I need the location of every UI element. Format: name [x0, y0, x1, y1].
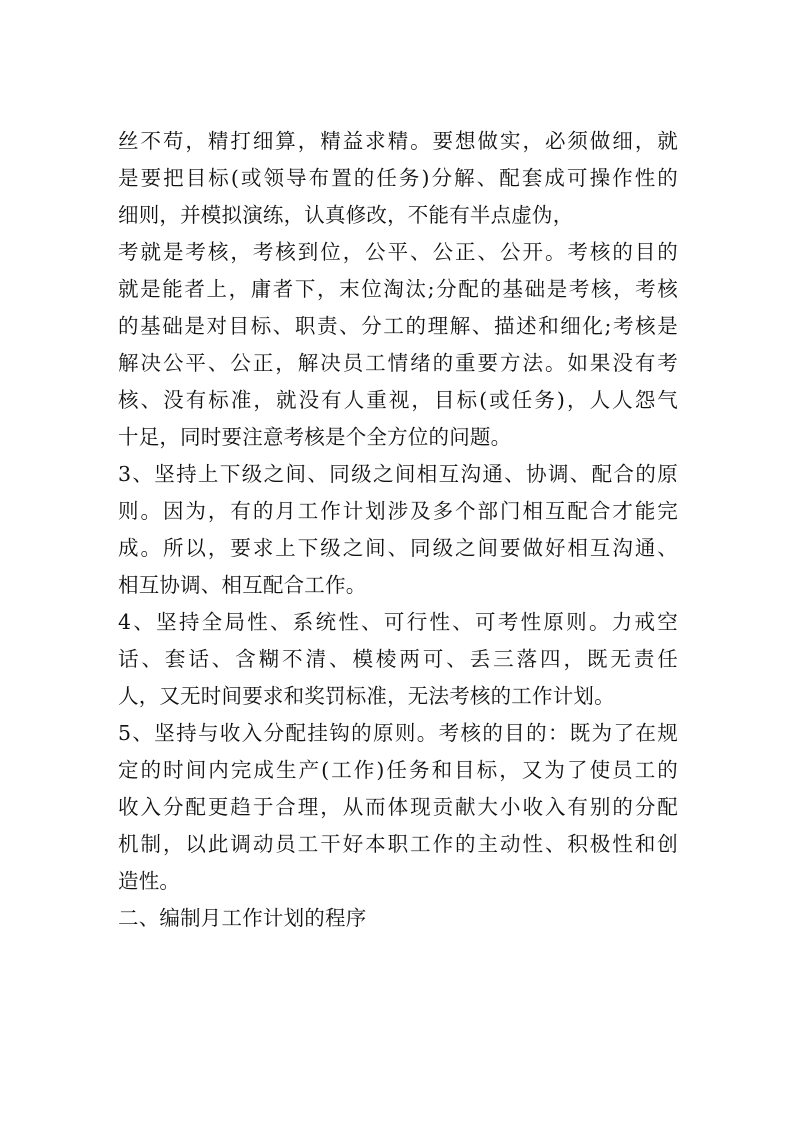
text-line: 收入分配更趋于合理，从而体现贡献大小收入有别的分配	[118, 795, 678, 819]
text-line: 细则，并模拟演练，认真修改，不能有半点虚伪，	[118, 203, 574, 227]
document-body	[118, 123, 678, 937]
text-line: 话、套话、含糊不清、模棱两可、丢三落四，既无责任	[118, 647, 678, 671]
text-line: 解决公平、公正，解决员工情绪的重要方法。如果没有考	[118, 351, 678, 375]
paragraph-principle-3	[118, 456, 678, 604]
text-line: 5、坚持与收入分配挂钩的原则。考核的目的：既为了在规	[118, 721, 678, 745]
text-line: 的基础是对目标、职责、分工的理解、描述和细化;考核是	[118, 314, 678, 338]
text-line: 则。因为，有的月工作计划涉及多个部门相互配合才能完	[118, 499, 678, 523]
text-line: 丝不苟，精打细算，精益求精。要想做实，必须做细，就	[118, 129, 678, 153]
paragraph-principle-5	[118, 715, 678, 900]
text-line: 4、坚持全局性、系统性、可行性、可考性原则。力戒空	[118, 610, 678, 634]
text-line: 定的时间内完成生产(工作)任务和目标，又为了使员工的	[118, 758, 678, 782]
paragraph-assessment	[118, 234, 678, 456]
text-line: 成。所以，要求上下级之间、同级之间要做好相互沟通、	[118, 536, 678, 560]
text-line: 人，又无时间要求和奖罚标准，无法考核的工作计划。	[118, 684, 615, 708]
text-line: 考就是考核，考核到位，公平、公正、公开。考核的目的	[118, 240, 678, 264]
text-line: 相互协调、相互配合工作。	[118, 573, 367, 597]
text-line: 就是能者上，庸者下，末位淘汰;分配的基础是考核，考核	[118, 277, 678, 301]
text-line: 是要把目标(或领导布置的任务)分解、配套成可操作性的	[118, 166, 678, 190]
text-line: 二、编制月工作计划的程序	[118, 906, 367, 930]
paragraph-principle-4	[118, 604, 678, 715]
section-heading-procedure	[118, 900, 678, 937]
text-line: 造性。	[118, 869, 181, 893]
text-line: 3、坚持上下级之间、同级之间相互沟通、协调、配合的原	[118, 462, 678, 486]
text-line: 十足，同时要注意考核是个全方位的问题。	[118, 425, 512, 449]
text-line: 核、没有标准，就没有人重视，目标(或任务)，人人怨气	[118, 388, 678, 412]
text-line: 机制，以此调动员工干好本职工作的主动性、积极性和创	[118, 832, 678, 856]
paragraph-detailed-rules	[118, 123, 678, 234]
